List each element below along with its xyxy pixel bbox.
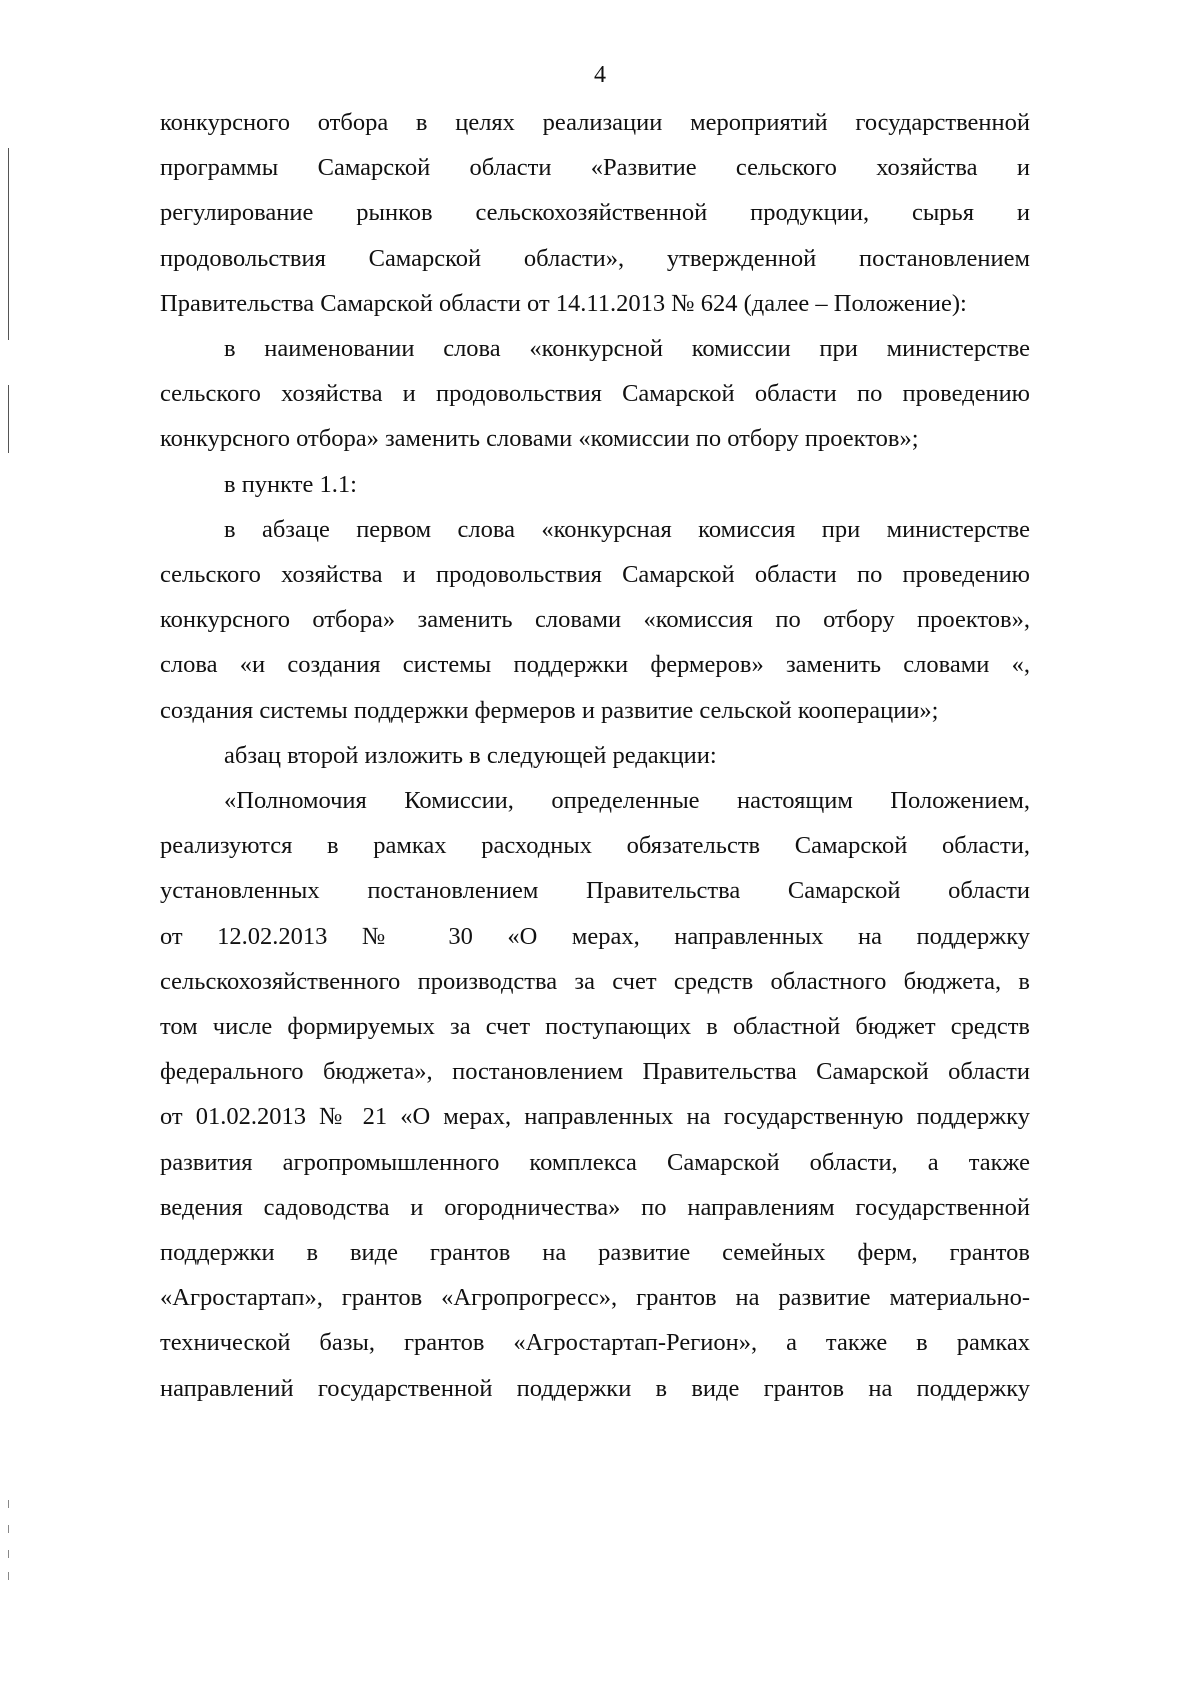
text-line: том числе формируемых за счет поступающих в областной бюджет средств (160, 1013, 1030, 1040)
text-line: в наименовании слова «конкурсной комиссии при министерстве (224, 335, 1030, 362)
margin-dash (8, 1525, 9, 1533)
page-number: 4 (594, 62, 606, 88)
margin-dash (8, 1550, 9, 1558)
text-line: сельскохозяйственного производства за счет средств областного бюджета, в (160, 967, 1030, 995)
margin-change-bar (8, 385, 9, 453)
text-line: Правительства Самарской области от 14.11.2013 № 624 (далее – Положение): (160, 289, 967, 317)
text-line: от 01.02.2013 № 21 «О мерах, направленных на государственную поддержку (160, 1103, 1030, 1131)
text-line: регулирование рынков сельскохозяйственной продукции, сырья и (160, 199, 1030, 227)
margin-dash (8, 1572, 9, 1580)
text-line: поддержки в виде грантов на развитие семейных ферм, грантов (160, 1239, 1030, 1266)
text-line: ведения садоводства и огородничества» по направлениям государственной (160, 1193, 1030, 1221)
text-line: слова «и создания системы поддержки фермеров» заменить словами «, (160, 651, 1030, 679)
text-line: федерального бюджета», постановлением Правительства Самарской области (160, 1058, 1030, 1086)
text-line: конкурсного отбора в целях реализации мероприятий государственной (160, 109, 1030, 136)
text-line: реализуются в рамках расходных обязательств Самарской области, (160, 832, 1030, 860)
text-line: создания системы поддержки фермеров и развитие сельской кооперации»; (160, 696, 939, 724)
text-line: «Полномочия Комиссии, определенные настоящим Положением, (224, 787, 1030, 814)
text-line: в абзаце первом слова «конкурсная комиссия при министерстве (224, 515, 1030, 543)
text-line: «Агростартап», грантов «Агропрогресс», грантов на развитие материально- (160, 1284, 1030, 1312)
text-line: продовольствия Самарской области», утвержденной постановлением (160, 244, 1030, 272)
text-line: сельского хозяйства и продовольствия Самарской области по проведению (160, 380, 1030, 408)
text-line: технической базы, грантов «Агростартап-Регион», а также в рамках (160, 1329, 1030, 1357)
margin-change-bar (8, 148, 9, 340)
text-line: в пункте 1.1: (224, 470, 357, 498)
text-line: программы Самарской области «Развитие сельского хозяйства и (160, 154, 1030, 182)
text-line: конкурсного отбора» заменить словами «комиссия по отбору проектов», (160, 606, 1030, 634)
text-line: сельского хозяйства и продовольствия Самарской области по проведению (160, 561, 1030, 588)
text-line: установленных постановлением Правительства Самарской области (160, 877, 1030, 905)
text-line: направлений государственной поддержки в виде грантов на поддержку (160, 1374, 1030, 1402)
text-line: абзац второй изложить в следующей редакции: (224, 741, 717, 769)
text-line: конкурсного отбора» заменить словами «комиссии по отбору проектов»; (160, 425, 919, 453)
margin-dash (8, 1500, 9, 1508)
text-line: развития агропромышленного комплекса Самарской области, а также (160, 1148, 1030, 1176)
text-line: от 12.02.2013 № 30 «О мерах, направленных на поддержку (160, 922, 1030, 950)
